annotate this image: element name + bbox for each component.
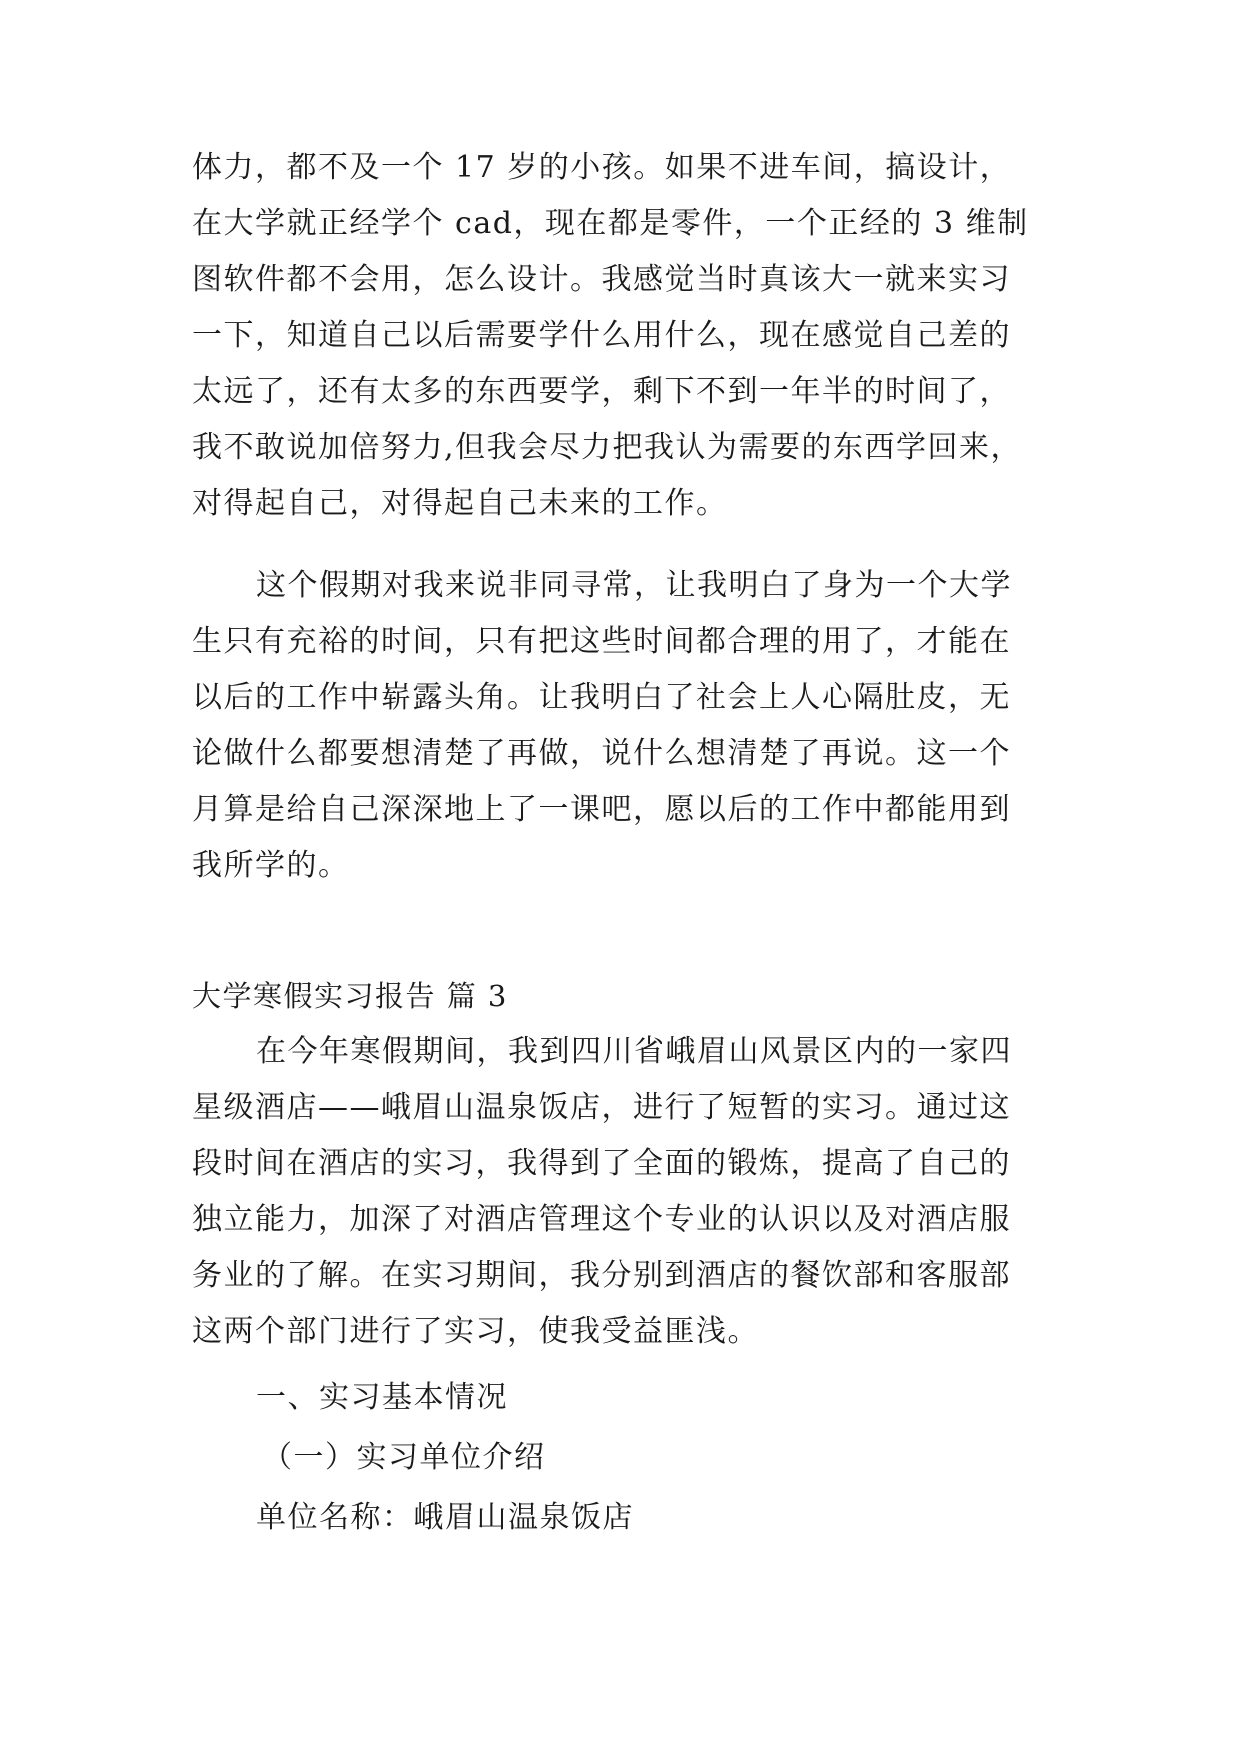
text-line: 独立能力，加深了对酒店管理这个专业的认识以及对酒店服 bbox=[192, 1202, 1011, 1237]
text-line: 太远了，还有太多的东西要学，剩下不到一年半的时间了， bbox=[192, 374, 1011, 409]
text-line: 图软件都不会用，怎么设计。我感觉当时真该大一就来实习 bbox=[192, 262, 1011, 297]
heading-level-1: 一、实习基本情况 bbox=[256, 1380, 508, 1415]
text-line: 对得起自己，对得起自己未来的工作。 bbox=[192, 486, 728, 521]
text-line: 以后的工作中崭露头角。让我明白了社会上人心隔肚皮，无 bbox=[192, 680, 1011, 715]
text-line: 段时间在酒店的实习，我得到了全面的锻炼，提高了自己的 bbox=[192, 1146, 1011, 1181]
paragraph-first-line: 在今年寒假期间，我到四川省峨眉山风景区内的一家四 bbox=[256, 1034, 1012, 1069]
text-line: 体力，都不及一个 17 岁的小孩。如果不进车间，搞设计， bbox=[192, 150, 1012, 185]
unit-name-line: 单位名称：峨眉山温泉饭店 bbox=[256, 1500, 634, 1535]
text-line: 论做什么都要想清楚了再做，说什么想清楚了再说。这一个 bbox=[192, 736, 1011, 771]
text-line: 这两个部门进行了实习，使我受益匪浅。 bbox=[192, 1314, 759, 1349]
text-line: 月算是给自己深深地上了一课吧，愿以后的工作中都能用到 bbox=[192, 792, 1011, 827]
text-line: 我所学的。 bbox=[192, 848, 350, 883]
text-line: 生只有充裕的时间，只有把这些时间都合理的用了，才能在 bbox=[192, 624, 1011, 659]
text-line: 一下，知道自己以后需要学什么用什么，现在感觉自己差的 bbox=[192, 318, 1011, 353]
text-line: 务业的了解。在实习期间，我分别到酒店的餐饮部和客服部 bbox=[192, 1258, 1011, 1293]
text-line: 我不敢说加倍努力,但我会尽力把我认为需要的东西学回来， bbox=[192, 430, 1023, 465]
paragraph-first-line: 这个假期对我来说非同寻常，让我明白了身为一个大学 bbox=[256, 568, 1012, 603]
text-line: 星级酒店——峨眉山温泉饭店，进行了短暂的实习。通过这 bbox=[192, 1090, 1011, 1125]
text-line: 在大学就正经学个 cad，现在都是零件，一个正经的 3 维制 bbox=[192, 206, 1029, 241]
heading-level-2: （一）实习单位介绍 bbox=[262, 1440, 546, 1475]
section-title: 大学寒假实习报告 篇 3 bbox=[192, 979, 508, 1013]
